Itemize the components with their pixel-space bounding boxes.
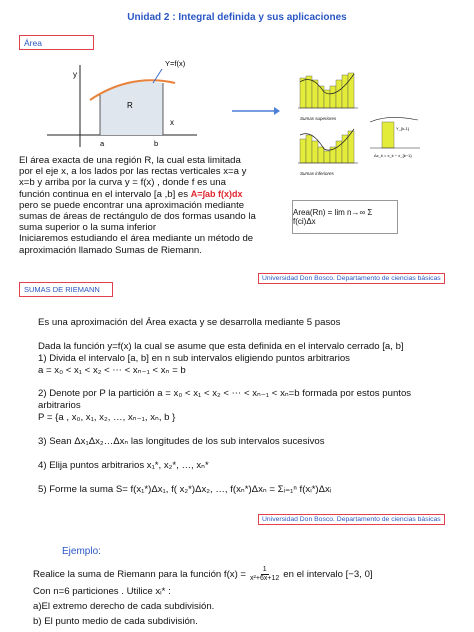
example-statement: Realice la suma de Riemann para la función f(x) = $\frac{1}{\text{x²+6x+12}}$ en el intervalo [−3, 0] (33, 566, 373, 582)
x-axis-label: x (170, 118, 174, 127)
paragraph-line: por el eje x, a los lados por las rectas verticales x=a y (19, 166, 247, 178)
region-label: R (127, 101, 133, 110)
upper-sum-figure (292, 70, 362, 116)
example-part-a: a)El extremo derecho de cada subdivisión. (33, 601, 215, 612)
svg-text:Δx_k = x_k − x_{k−1}: Δx_k = x_k − x_{k−1} (374, 153, 412, 158)
paragraph-line: suma superior o la suma inferior (19, 222, 157, 234)
svg-text:Y_{k-1}: Y_{k-1} (396, 126, 410, 131)
detail-figure (368, 112, 423, 162)
limit-formula: Area(Rn) = lim n→∞ Σ f(ci)Δx (292, 200, 398, 234)
upper-sum-caption: Sumas superiores (300, 116, 337, 121)
page-title: Unidad 2 : Integral definida y sus aplicaciones (127, 12, 347, 23)
footer-university-2: Universidad Don Bosco. Departamento de ciencias básicas (258, 514, 445, 525)
area-paragraph (19, 155, 269, 256)
area-formula: A=∫ab f(x)dx (190, 188, 243, 199)
paragraph-line: x=b y arriba por la curva y = f(x) , donde f es una (19, 177, 226, 189)
riemann-intro: Es una aproximación del Área exacta y se desarrolla mediante 5 pasos (38, 317, 341, 328)
b-label: b (154, 139, 159, 148)
lower-sum-caption: Sumas inferiores (300, 171, 334, 176)
step-4: 4) Elija puntos arbitrarios x₁*, x₂*, …, xₙ* (38, 460, 209, 471)
paragraph-line: El área exacta de una región R, la cual esta limitada (19, 155, 241, 166)
paragraph-line: pero se puede encontrar una aproximación mediante (19, 199, 245, 211)
step-1: 1) Divida el intervalo [a, b] en n sub intervalos eligiendo puntos arbitrarios (38, 353, 350, 364)
area-section-label: Área (19, 35, 94, 50)
curve-label: Y=f(x) (165, 59, 186, 68)
step-2: 2) Denote por P la partición a = x₀ < x₁ < x₂ < ⋯ < xₙ₋₁ < xₙ=b formada por estos puntos (38, 388, 412, 399)
step-1-points: a = x₀ < x₁ < x₂ < ⋯ < xₙ₋₁ < xₙ = b (38, 365, 186, 376)
fraction: $\frac{1}{\text{x²+6x+12}}$ (250, 566, 280, 582)
paragraph-line: sumas de áreas de rectángulo de dos formas usando la (19, 211, 256, 223)
y-axis-label: y (73, 70, 77, 79)
paragraph-line: función continua en el intervalo [a ,b] es A=∫ab f(x)dx (19, 188, 243, 200)
a-label: a (100, 139, 105, 148)
step-2-cont: arbitrarios (38, 400, 81, 411)
lower-sum-figure (292, 125, 362, 171)
area-graph (35, 55, 205, 150)
paragraph-line: Iniciaremos estudiando el área mediante un método de (19, 233, 254, 245)
example-part-b: b) El punto medio de cada subdivisión. (33, 616, 198, 627)
arrow-icon (230, 105, 280, 117)
paragraph-line: aproximación llamado Sumas de Riemann. (19, 244, 202, 256)
riemann-section-label: SUMAS DE RIEMANN (19, 282, 113, 297)
step-3: 3) Sean Δx₁Δx₂…Δxₙ las longitudes de los sub intervalos sucesivos (38, 436, 325, 447)
example-partitions: Con n=6 particiones . Utilice xᵢ* : (33, 586, 171, 597)
step-5: 5) Forme la suma S= f(x₁*)Δx₁, f( x₂*)Δx₂, …, f(xₙ*)Δxₙ = Σᵢ₌₁ⁿ f(xᵢ*)Δxᵢ (38, 484, 332, 495)
riemann-definition: Dada la función y=f(x) la cual se asume que esta definida en el intervalo cerrado [a, b] (38, 341, 404, 352)
step-2-partition: P = {a , x₀, x₁, x₂, …, xₙ₋₁, xₙ, b } (38, 412, 176, 423)
footer-university: Universidad Don Bosco. Departamento de ciencias básicas (258, 273, 445, 284)
example-title: Ejemplo: (62, 546, 101, 557)
